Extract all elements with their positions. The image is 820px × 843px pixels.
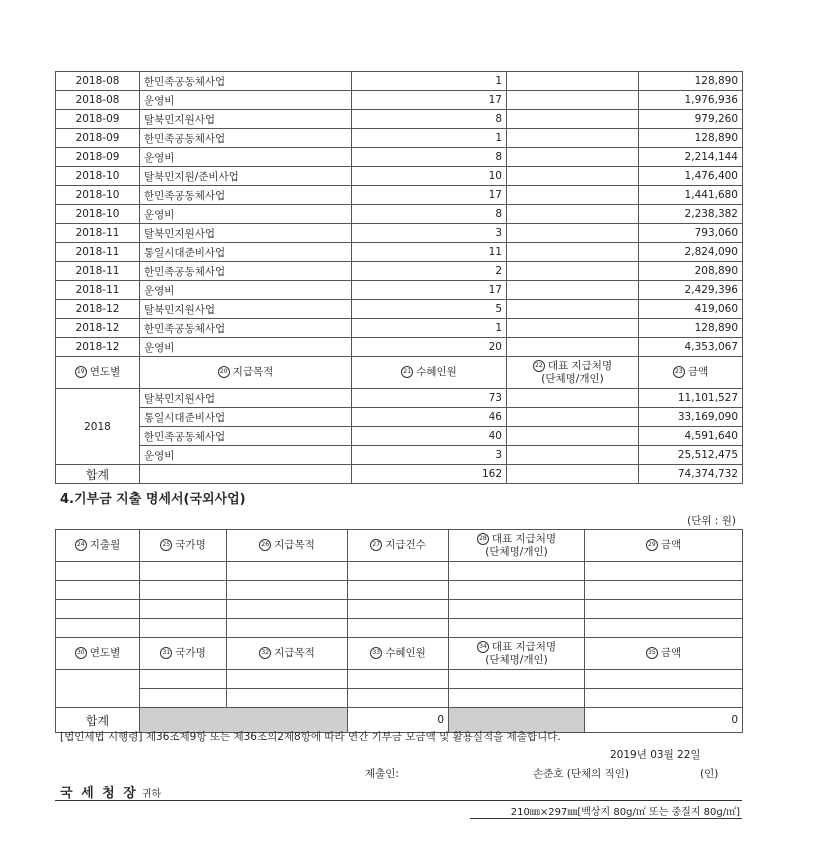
total-count: 162 bbox=[352, 465, 507, 484]
submitter-name: 손준호 (단체의 직인) bbox=[533, 768, 630, 780]
overseas-empty-row bbox=[56, 670, 743, 689]
divider bbox=[470, 818, 742, 819]
monthly-purpose: 통일시대준비사업 bbox=[140, 243, 352, 262]
monthly-count: 8 bbox=[352, 205, 507, 224]
monthly-count: 11 bbox=[352, 243, 507, 262]
annual-amount: 25,512,475 bbox=[639, 446, 743, 465]
overseas-expenditure-table bbox=[55, 529, 743, 733]
annual-row bbox=[56, 389, 743, 408]
annual-recipient bbox=[507, 446, 639, 465]
cases-header: 27 지급건수 bbox=[348, 530, 449, 562]
monthly-purpose: 한민족공동체사업 bbox=[140, 186, 352, 205]
annual-count: 73 bbox=[352, 389, 507, 408]
country-header: 31 국가명 bbox=[140, 638, 227, 670]
monthly-period: 2018-10 bbox=[56, 186, 140, 205]
monthly-row bbox=[56, 319, 743, 338]
overseas-empty-row bbox=[56, 581, 743, 600]
submission-date: 2019년 03월 22일 bbox=[610, 749, 701, 761]
monthly-purpose: 운영비 bbox=[140, 338, 352, 357]
month-header: 24 지출월 bbox=[56, 530, 140, 562]
monthly-row bbox=[56, 186, 743, 205]
overseas-total-count: 0 bbox=[348, 708, 449, 733]
monthly-recipient bbox=[507, 224, 639, 243]
section-4-title: 4.기부금 지출 명세서(국외사업) bbox=[60, 492, 246, 507]
monthly-amount: 128,890 bbox=[639, 129, 743, 148]
monthly-amount: 419,060 bbox=[639, 300, 743, 319]
annual-row bbox=[56, 427, 743, 446]
monthly-count: 2 bbox=[352, 262, 507, 281]
legal-statement: [법인세법 시행령] 제36조제9항 또는 제36조의2제8항에 따라 연간 기부금 모금액 및 활용실적을 제출합니다. bbox=[60, 731, 561, 743]
monthly-recipient bbox=[507, 300, 639, 319]
divider bbox=[55, 800, 742, 801]
annual-count: 40 bbox=[352, 427, 507, 446]
monthly-count: 10 bbox=[352, 167, 507, 186]
annual-count: 46 bbox=[352, 408, 507, 427]
monthly-period: 2018-12 bbox=[56, 300, 140, 319]
annual-amount: 33,169,090 bbox=[639, 408, 743, 427]
annual-header-row bbox=[56, 357, 743, 389]
monthly-row bbox=[56, 110, 743, 129]
monthly-purpose: 한민족공동체사업 bbox=[140, 129, 352, 148]
amount-header: 29 금액 bbox=[585, 530, 743, 562]
monthly-amount: 979,260 bbox=[639, 110, 743, 129]
annual-purpose: 통일시대준비사업 bbox=[140, 408, 352, 427]
recipient-header: 34 대표 지급처명 (단체명/개인) bbox=[449, 638, 585, 670]
monthly-row bbox=[56, 281, 743, 300]
amount-header: 23 금액 bbox=[639, 357, 743, 389]
domestic-expenditure-table bbox=[55, 71, 743, 484]
monthly-period: 2018-08 bbox=[56, 72, 140, 91]
monthly-purpose: 탈북민지원사업 bbox=[140, 300, 352, 319]
monthly-count: 1 bbox=[352, 72, 507, 91]
monthly-count: 17 bbox=[352, 186, 507, 205]
addressee: 국 세 청 장 귀하 bbox=[60, 786, 162, 801]
monthly-purpose: 한민족공동체사업 bbox=[140, 262, 352, 281]
monthly-period: 2018-12 bbox=[56, 319, 140, 338]
monthly-amount: 4,353,067 bbox=[639, 338, 743, 357]
monthly-purpose: 탈북민지원사업 bbox=[140, 224, 352, 243]
annual-recipient bbox=[507, 408, 639, 427]
annual-amount: 11,101,527 bbox=[639, 389, 743, 408]
unit-label: (단위 : 원) bbox=[687, 515, 736, 527]
domestic-total-row bbox=[56, 465, 743, 484]
monthly-row bbox=[56, 224, 743, 243]
monthly-row bbox=[56, 300, 743, 319]
total-amount: 74,374,732 bbox=[639, 465, 743, 484]
purpose-header: 20 지급목적 bbox=[140, 357, 352, 389]
monthly-purpose: 탈북민지원사업 bbox=[140, 110, 352, 129]
monthly-row bbox=[56, 338, 743, 357]
monthly-period: 2018-09 bbox=[56, 110, 140, 129]
annual-purpose: 탈북민지원사업 bbox=[140, 389, 352, 408]
monthly-amount: 1,441,680 bbox=[639, 186, 743, 205]
monthly-recipient bbox=[507, 186, 639, 205]
monthly-purpose: 운영비 bbox=[140, 205, 352, 224]
annual-row bbox=[56, 408, 743, 427]
monthly-row bbox=[56, 72, 743, 91]
overseas-header-annual bbox=[56, 638, 743, 670]
monthly-recipient bbox=[507, 167, 639, 186]
monthly-amount: 2,214,144 bbox=[639, 148, 743, 167]
annual-amount: 4,591,640 bbox=[639, 427, 743, 446]
monthly-count: 17 bbox=[352, 91, 507, 110]
monthly-recipient bbox=[507, 72, 639, 91]
monthly-row bbox=[56, 129, 743, 148]
total-label: 합계 bbox=[56, 465, 140, 484]
monthly-recipient bbox=[507, 338, 639, 357]
monthly-count: 17 bbox=[352, 281, 507, 300]
monthly-amount: 128,890 bbox=[639, 319, 743, 338]
monthly-count: 3 bbox=[352, 224, 507, 243]
annual-recipient bbox=[507, 427, 639, 446]
recipient-header: 22 대표 지급처명 (단체명/개인) bbox=[507, 357, 639, 389]
annual-row bbox=[56, 446, 743, 465]
monthly-period: 2018-11 bbox=[56, 243, 140, 262]
overseas-total-amount: 0 bbox=[585, 708, 743, 733]
monthly-recipient bbox=[507, 91, 639, 110]
recipient-header: 28 대표 지급처명 (단체명/개인) bbox=[449, 530, 585, 562]
monthly-recipient bbox=[507, 110, 639, 129]
monthly-amount: 1,476,400 bbox=[639, 167, 743, 186]
monthly-period: 2018-10 bbox=[56, 167, 140, 186]
monthly-recipient bbox=[507, 262, 639, 281]
monthly-row bbox=[56, 148, 743, 167]
annual-recipient bbox=[507, 389, 639, 408]
monthly-row bbox=[56, 91, 743, 110]
monthly-count: 8 bbox=[352, 110, 507, 129]
monthly-amount: 208,890 bbox=[639, 262, 743, 281]
monthly-period: 2018-11 bbox=[56, 224, 140, 243]
monthly-period: 2018-10 bbox=[56, 205, 140, 224]
annual-purpose: 운영비 bbox=[140, 446, 352, 465]
monthly-period: 2018-09 bbox=[56, 148, 140, 167]
monthly-recipient bbox=[507, 129, 639, 148]
beneficiaries-header: 21 수혜인원 bbox=[352, 357, 507, 389]
monthly-row bbox=[56, 243, 743, 262]
monthly-count: 1 bbox=[352, 319, 507, 338]
monthly-purpose: 운영비 bbox=[140, 281, 352, 300]
monthly-recipient bbox=[507, 319, 639, 338]
overseas-header-monthly bbox=[56, 530, 743, 562]
overseas-empty-row bbox=[56, 619, 743, 638]
monthly-amount: 793,060 bbox=[639, 224, 743, 243]
annual-count: 3 bbox=[352, 446, 507, 465]
year-header: 30 연도별 bbox=[56, 638, 140, 670]
submitter-label: 제출인: bbox=[365, 768, 399, 780]
beneficiaries-header: 33 수혜인원 bbox=[348, 638, 449, 670]
country-header: 25 국가명 bbox=[140, 530, 227, 562]
monthly-row bbox=[56, 167, 743, 186]
monthly-period: 2018-09 bbox=[56, 129, 140, 148]
year-header: 19 연도별 bbox=[56, 357, 140, 389]
monthly-row bbox=[56, 205, 743, 224]
overseas-empty-row bbox=[56, 689, 743, 708]
monthly-count: 8 bbox=[352, 148, 507, 167]
monthly-count: 1 bbox=[352, 129, 507, 148]
annual-year-cell: 2018 bbox=[56, 389, 140, 465]
monthly-amount: 2,238,382 bbox=[639, 205, 743, 224]
overseas-empty-row bbox=[56, 600, 743, 619]
monthly-recipient bbox=[507, 281, 639, 300]
monthly-period: 2018-11 bbox=[56, 262, 140, 281]
monthly-amount: 1,976,936 bbox=[639, 91, 743, 110]
monthly-period: 2018-11 bbox=[56, 281, 140, 300]
monthly-row bbox=[56, 262, 743, 281]
monthly-purpose: 탈북민지원/준비사업 bbox=[140, 167, 352, 186]
monthly-recipient bbox=[507, 205, 639, 224]
monthly-count: 5 bbox=[352, 300, 507, 319]
purpose-header: 32 지급목적 bbox=[227, 638, 348, 670]
monthly-purpose: 한민족공동체사업 bbox=[140, 72, 352, 91]
monthly-purpose: 한민족공동체사업 bbox=[140, 319, 352, 338]
monthly-recipient bbox=[507, 148, 639, 167]
monthly-period: 2018-08 bbox=[56, 91, 140, 110]
overseas-empty-row bbox=[56, 562, 743, 581]
seal-mark: (인) bbox=[700, 768, 719, 780]
paper-spec: 210㎜×297㎜[백상지 80g/㎡ 또는 중질지 80g/㎡] bbox=[510, 807, 740, 818]
purpose-header: 26 지급목적 bbox=[227, 530, 348, 562]
monthly-amount: 2,429,396 bbox=[639, 281, 743, 300]
monthly-amount: 128,890 bbox=[639, 72, 743, 91]
monthly-period: 2018-12 bbox=[56, 338, 140, 357]
monthly-purpose: 운영비 bbox=[140, 91, 352, 110]
monthly-purpose: 운영비 bbox=[140, 148, 352, 167]
monthly-count: 20 bbox=[352, 338, 507, 357]
amount-header: 35 금액 bbox=[585, 638, 743, 670]
overseas-total-label: 합계 bbox=[56, 708, 140, 733]
monthly-amount: 2,824,090 bbox=[639, 243, 743, 262]
annual-purpose: 한민족공동체사업 bbox=[140, 427, 352, 446]
monthly-recipient bbox=[507, 243, 639, 262]
